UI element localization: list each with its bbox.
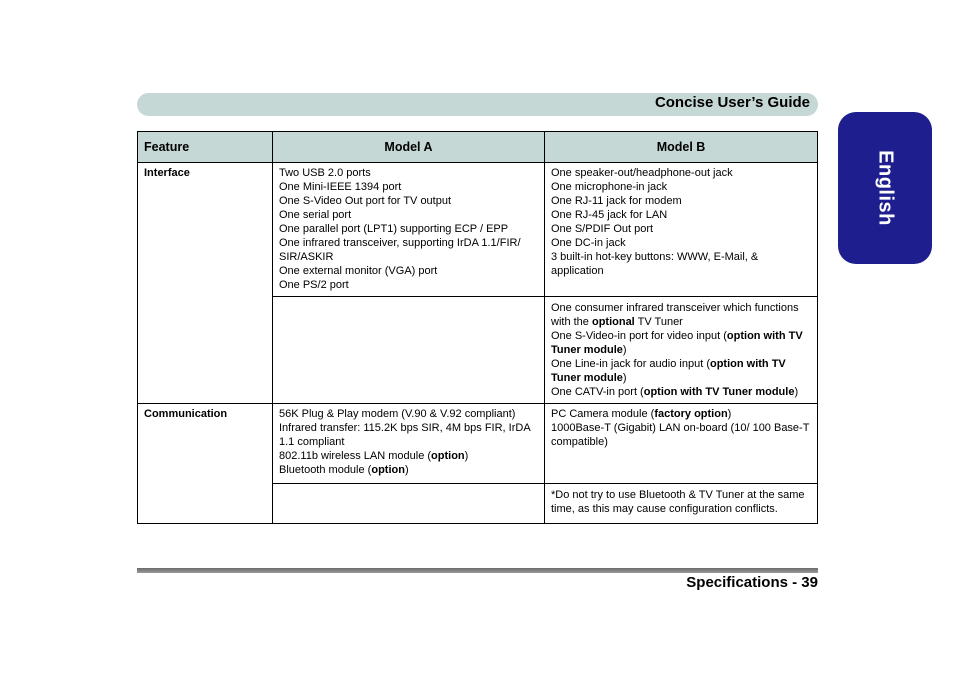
list-item: One S-Video Out port for TV output — [279, 195, 452, 207]
list-item: One RJ-45 jack for LAN — [551, 209, 668, 221]
language-tab-label: English — [874, 150, 897, 226]
list-item — [551, 385, 811, 399]
text-run: One consumer infrared transceiver which functions with the — [551, 302, 799, 328]
header-bar — [137, 93, 818, 116]
list-item: One infrared transceiver, supporting IrDA 1.1/FIR/ SIR/ASKIR — [279, 237, 521, 263]
communication-model-a-cell — [273, 404, 545, 484]
feature-cell-communication: Communication — [138, 404, 273, 524]
text-run: ) — [404, 464, 409, 476]
text-run-bold: option with TV Tuner module — [551, 330, 803, 356]
text-run: One CATV-in port ( — [551, 386, 644, 398]
text-run-bold: factory option — [654, 408, 728, 420]
list-item: One PS/2 port — [279, 279, 349, 291]
list-item: Two USB 2.0 ports — [279, 167, 371, 179]
list-item: One Mini-IEEE 1394 port — [279, 181, 402, 193]
column-header-feature: Feature — [138, 132, 273, 163]
column-header-model-a: Model A — [273, 132, 545, 163]
list-item: 3 built-in hot-key buttons: WWW, E-Mail, & application — [551, 251, 759, 277]
text-run: 802.11b wireless LAN module ( — [279, 450, 432, 462]
text-run: ) — [727, 408, 732, 420]
list-item: Infrared transfer: 115.2K bps SIR, 4M bps FIR, IrDA 1.1 compliant — [279, 422, 531, 448]
table-row-communication — [138, 404, 818, 484]
text-run: Bluetooth module ( — [279, 464, 372, 476]
list-item — [279, 449, 538, 463]
text-run-bold: option with TV Tuner module — [643, 386, 795, 398]
language-tab — [838, 112, 932, 264]
interface-model-b-cell — [545, 163, 818, 297]
text-run: ) — [464, 450, 469, 462]
footer-divider — [137, 568, 818, 573]
list-item — [551, 407, 811, 421]
list-item: One microphone-in jack — [551, 181, 668, 193]
text-run: TV Tuner — [634, 316, 683, 328]
list-item — [551, 301, 811, 329]
list-item: 1000Base-T (Gigabit) LAN on-board (10/ 100 Base-T compatible) — [551, 422, 810, 448]
text-run-bold: option — [371, 464, 405, 476]
communication-note-cell — [545, 484, 818, 524]
interface-model-a-extra-cell — [273, 297, 545, 404]
page-header-title: Concise User’s Guide — [654, 94, 810, 111]
list-item: One external monitor (VGA) port — [279, 265, 438, 277]
list-item: One parallel port (LPT1) supporting ECP / EPP — [279, 223, 509, 235]
communication-model-a-extra-cell — [273, 484, 545, 524]
communication-model-b-cell — [545, 404, 818, 484]
specifications-table — [137, 131, 818, 524]
interface-model-b-extra-cell — [545, 297, 818, 404]
text-run: ) — [622, 344, 627, 356]
list-item: One speaker-out/headphone-out jack — [551, 167, 733, 179]
text-run: ) — [794, 386, 799, 398]
list-item: One S/PDIF Out port — [551, 223, 654, 235]
interface-model-a-cell — [273, 163, 545, 297]
feature-cell-interface: Interface — [138, 163, 273, 404]
text-run-bold: option with TV Tuner module — [551, 358, 786, 384]
page-footer-title: Specifications - 39 — [686, 574, 818, 591]
table-header-row — [138, 132, 818, 163]
text-run: PC Camera module ( — [551, 408, 655, 420]
text-run: One Line-in jack for audio input ( — [551, 358, 710, 370]
column-header-model-b: Model B — [545, 132, 818, 163]
text-run: One S-Video-in port for video input ( — [551, 330, 727, 342]
text-run-bold: optional — [591, 316, 635, 328]
text-run-bold: option — [431, 450, 465, 462]
list-item: One RJ-11 jack for modem — [551, 195, 682, 207]
text-run: ) — [622, 372, 627, 384]
list-item: One serial port — [279, 209, 352, 221]
list-item — [551, 329, 811, 357]
table-row-interface — [138, 163, 818, 297]
list-item: 56K Plug & Play modem (V.90 & V.92 compliant) — [279, 408, 516, 420]
list-item — [551, 357, 811, 385]
footnote: *Do not try to use Bluetooth & TV Tuner at the same time, as this may cause configuration conflicts. — [551, 489, 805, 515]
list-item: One DC-in jack — [551, 237, 626, 249]
list-item — [279, 463, 538, 477]
